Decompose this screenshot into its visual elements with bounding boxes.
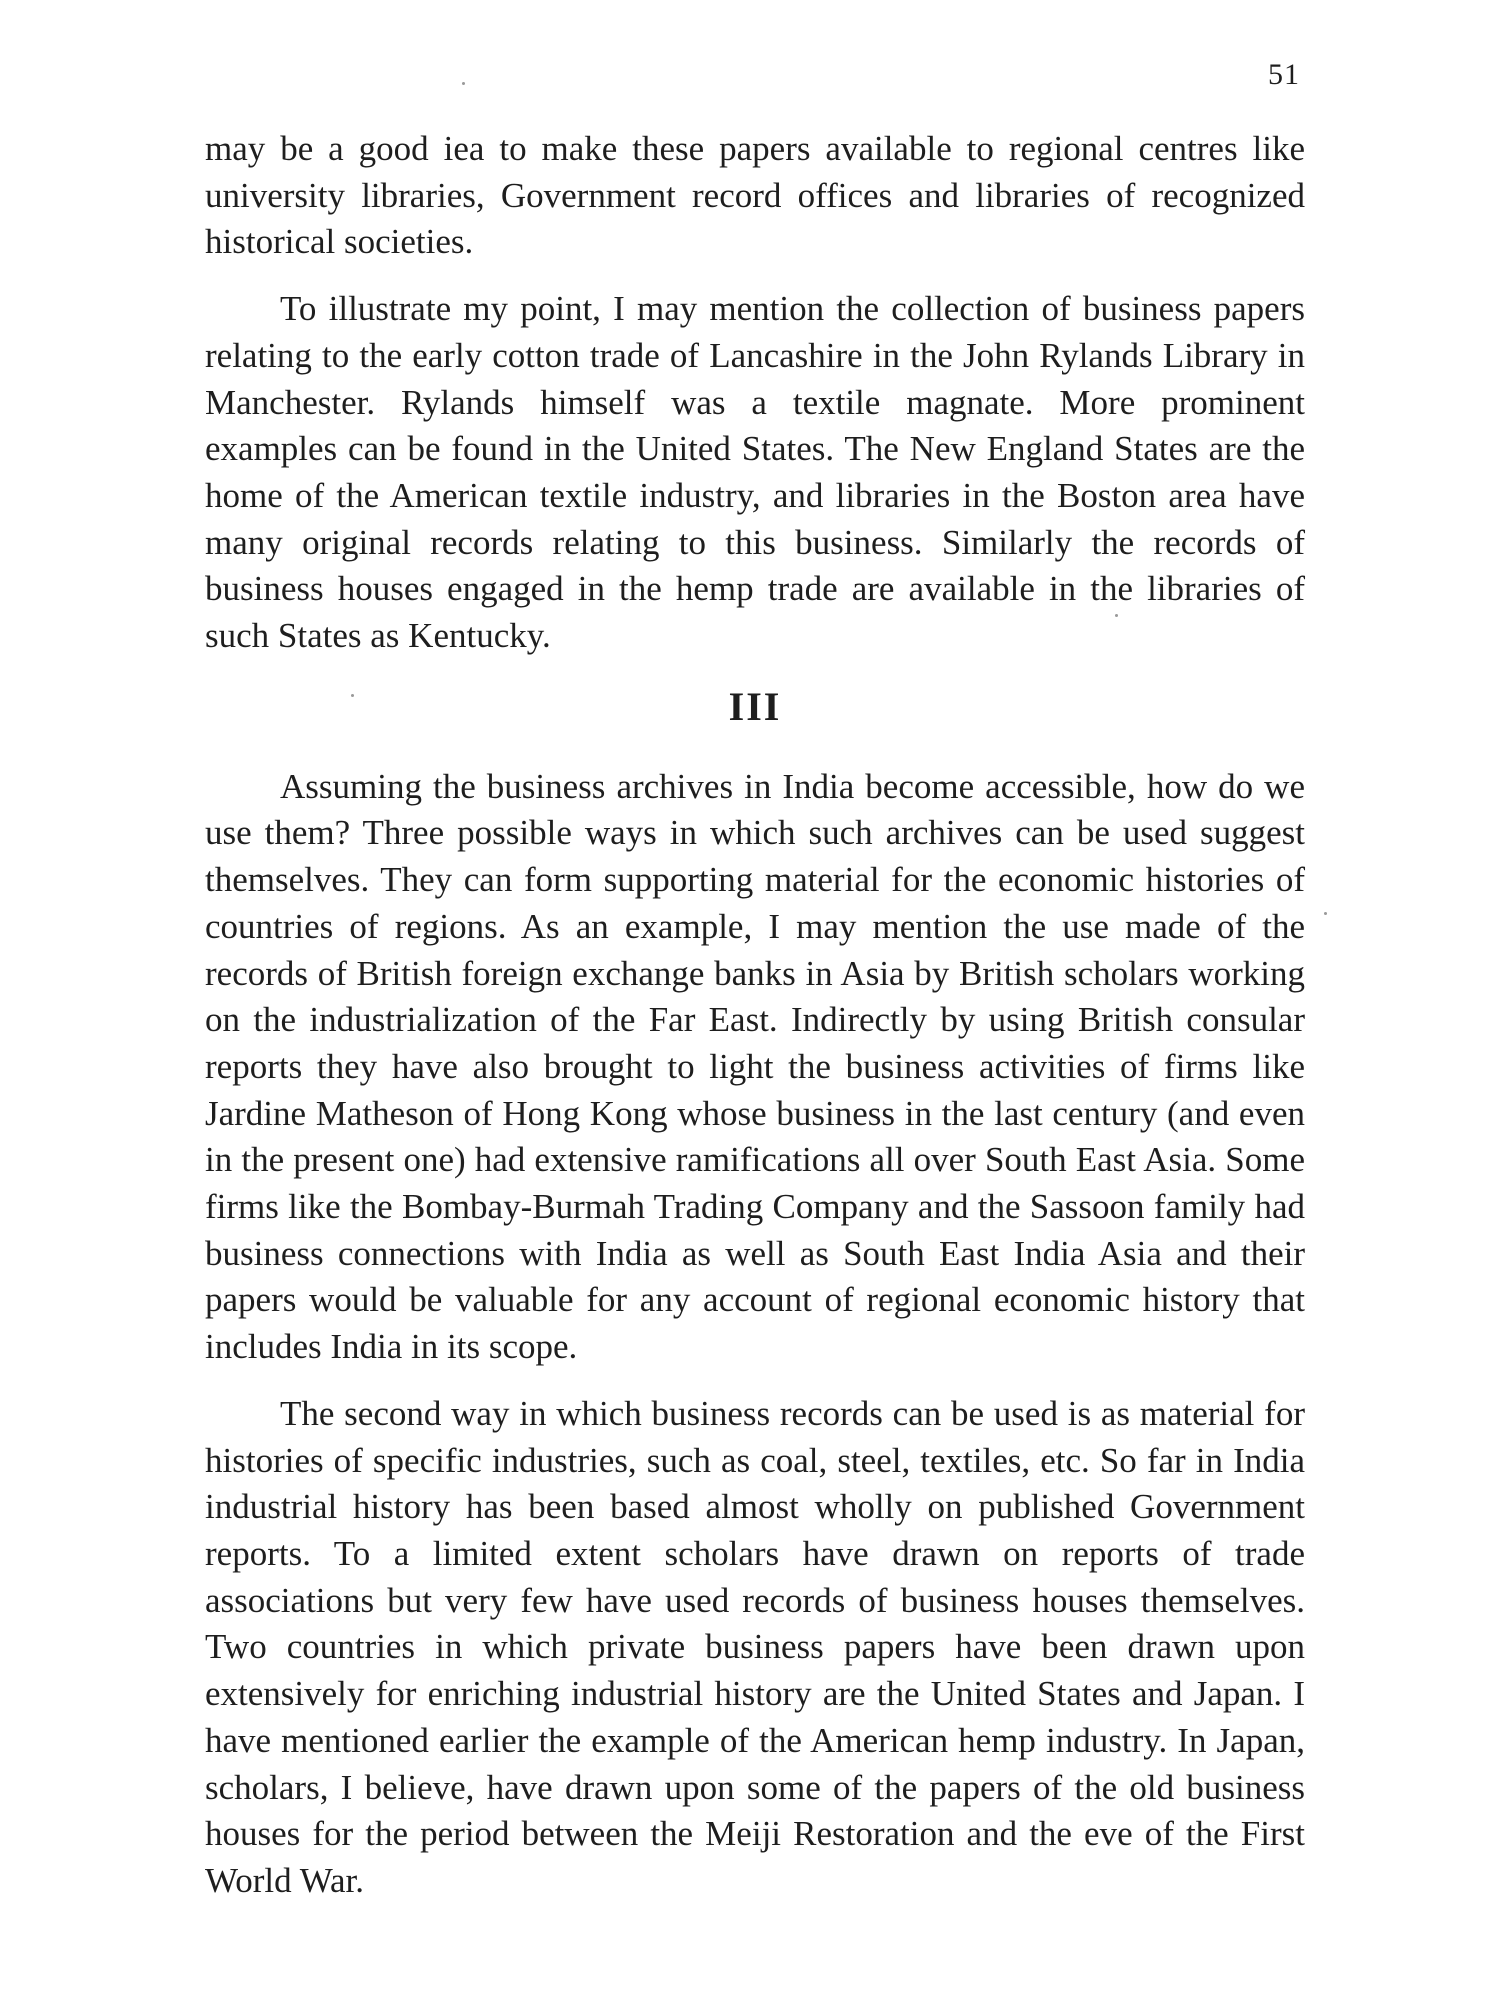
page-number: 51 [1268,58,1300,91]
scan-speck [462,82,465,85]
scan-speck [1324,912,1327,915]
section-heading: III [728,683,782,729]
scan-speck [351,694,354,697]
body-text [205,126,1305,1905]
paragraph-industry-histories: The second way in which business records can be used is as material for histories of specific industries, such as coal, steel, textiles, etc. So far in India industrial history has been based almost wholly on published Government reports. To a limited extent scholars have drawn on reports of trade associations but very few have used records of business houses themselves. Two countries in which private business papers have been drawn upon extensively for enriching industrial history are the United States and Japan. I have mentioned earlier the example of the American hemp industry. In Japan, scholars, I believe, have drawn upon some of the papers of the old business houses for the period between the Meiji Restoration and the eve of the First World War. [205,1393,1305,1900]
paragraph-rylands-library: To illustrate my point, I may mention the collection of business papers relating to the early cotton trade of Lancashire in the John Rylands Library in Manchester. Rylands himself was a textile magnate. More prominent examples can be found in the United States. The New England States are the home of the American textile industry, and libraries in the Boston area have many original records relating to this business. Similarly the records of business houses engaged in the hemp trade are available in the libraries of such States as Kentucky. [205,289,1305,656]
scan-speck [1115,614,1118,617]
paragraph-continuation: may be a good iea to make these papers available to regional centres like university libraries, Government record offices and libraries of recognized historical societies. [205,129,1305,262]
paragraph-business-archives-use: Assuming the business archives in India become accessible, how do we use them? Three possible ways in which such archives can be used suggest themselves. They can form supporting material for the economic histories of countries of regions. As an example, I may mention the use made of the records of British foreign exchange banks in Asia by British scholars working on the industrialization of the Far East. Indirectly by using British consular reports they have also brought to light the business activities of firms like Jardine Matheson of Hong Kong whose business in the last century (and even in the present one) had extensive ramifications all over South East Asia. Some firms like the Bombay-Burmah Trading Company and the Sassoon family had business connections with India as well as South East India Asia and their papers would be valuable for any account of regional economic history that includes India in its scope. [205,766,1305,1367]
